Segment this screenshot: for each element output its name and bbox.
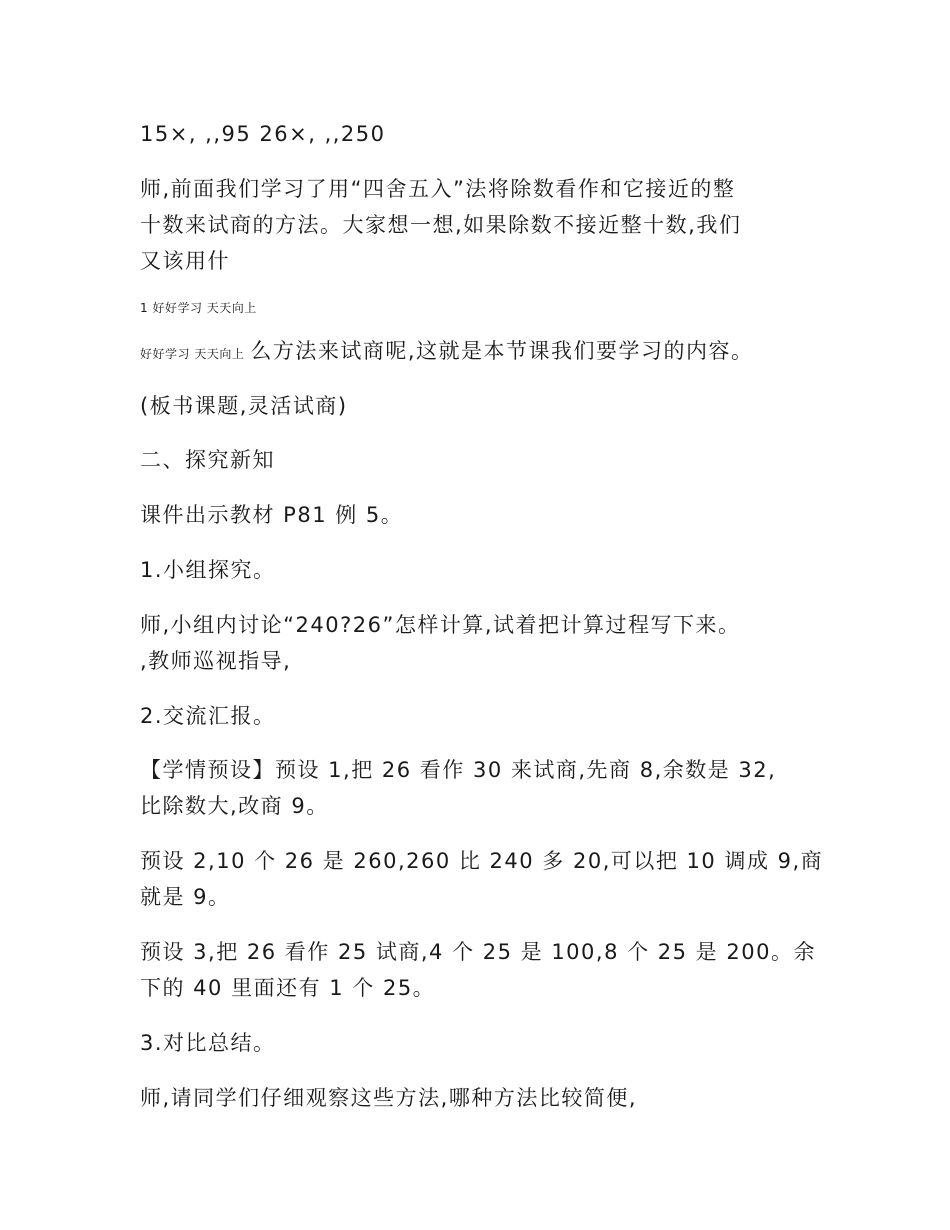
paragraph-text: 么方法来试商呢,这就是本节课我们要学习的内容。 <box>250 339 754 363</box>
section-heading: 二、探究新知 <box>140 448 275 472</box>
subheading: 2.交流汇报。 <box>140 704 276 728</box>
paragraph-line: 预设 2,10 个 26 是 260,260 比 240 多 20,可以把 10 调成 9,商 <box>140 849 824 873</box>
paragraph-line: 十数来试商的方法。大家想一想,如果除数不接近整十数,我们 <box>140 213 742 237</box>
paragraph-line: 课件出示教材 P81 例 5。 <box>140 503 404 527</box>
subheading: 3.对比总结。 <box>140 1031 276 1055</box>
paragraph-line: 就是 9。 <box>140 885 231 909</box>
paragraph-line: 师,小组内讨论“240?26”怎样计算,试着把计算过程写下来。 <box>140 613 741 637</box>
paragraph-line <box>140 341 754 362</box>
paragraph-line: (板书课题,灵活试商) <box>140 394 348 418</box>
equation-line: 15×, ,,95 26×, ,,250 <box>140 122 386 146</box>
paragraph-line: 又该用什 <box>140 249 230 273</box>
paragraph-line: 预设 3,把 26 看作 25 试商,4 个 25 是 100,8 个 25 是 200。余 <box>140 940 816 964</box>
paragraph-line: 师,前面我们学习了用“四舍五入”法将除数看作和它接近的整 <box>140 177 736 201</box>
paragraph-line: 比除数大,改商 9。 <box>140 794 329 818</box>
paragraph-line: 下的 40 里面还有 1 个 25。 <box>140 976 436 1000</box>
subheading: 1.小组探究。 <box>140 558 276 582</box>
page-header: 好好学习 天天向上 <box>140 347 245 361</box>
paragraph-line: 师,请同学们仔细观察这些方法,哪种方法比较简便, <box>140 1086 638 1110</box>
page-footer: 1 好好学习 天天向上 <box>140 301 257 315</box>
paragraph-line: 【学情预设】预设 1,把 26 看作 30 来试商,先商 8,余数是 32, <box>140 758 777 782</box>
paragraph-line: ,教师巡视指导, <box>140 649 292 673</box>
